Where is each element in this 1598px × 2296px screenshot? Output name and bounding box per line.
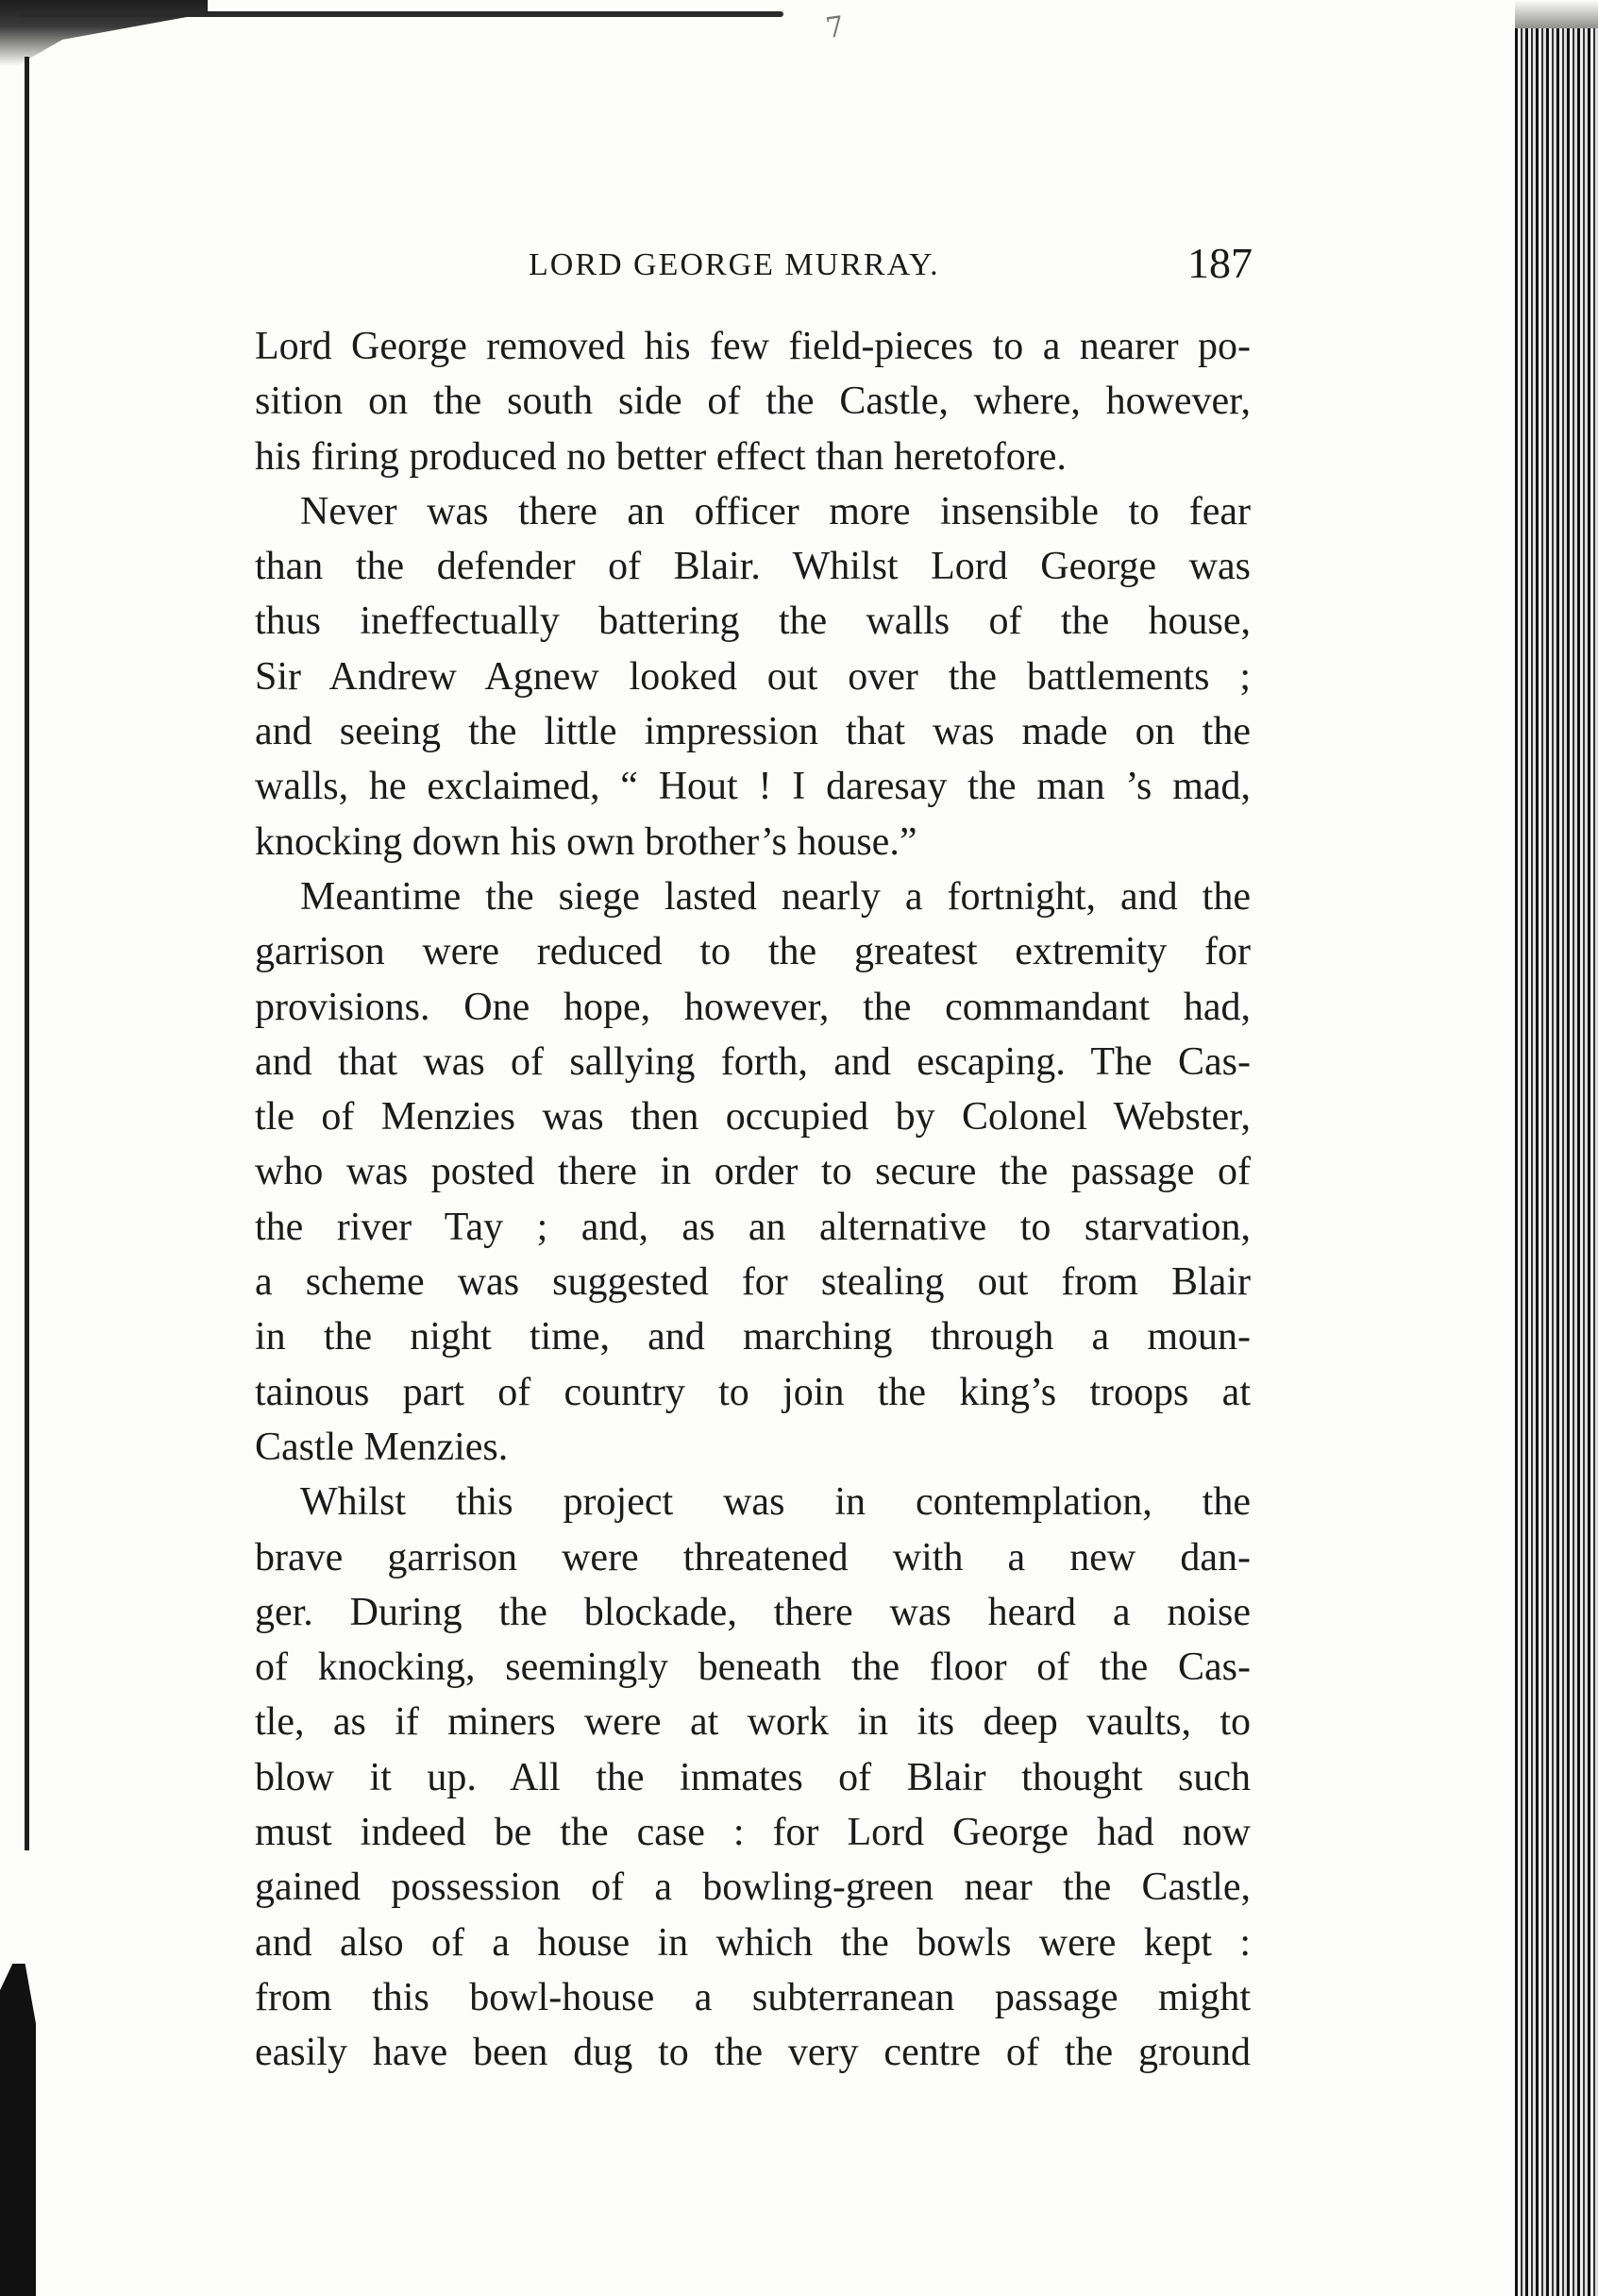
page-number: 187 xyxy=(1187,239,1253,287)
text-line: sition on the south side of the Castle, where, however, xyxy=(255,380,1251,424)
text-line: and also of a house in which the bowls were kept : xyxy=(255,1920,1251,1965)
right-page-stack xyxy=(1515,28,1598,2296)
left-page-edge xyxy=(25,57,29,1850)
text-line: Lord George removed his few field-pieces to a nearer po- xyxy=(255,325,1251,368)
text-line: brave garrison were threatened with a new dan- xyxy=(255,1535,1251,1579)
text-line: in the night time, and marching through a moun- xyxy=(255,1315,1251,1359)
text-line: from this bowl-house a subterranean passage might xyxy=(255,1975,1251,2019)
text-line: thus ineffectually battering the walls of the house, xyxy=(255,599,1251,644)
text-line: of knocking, seemingly beneath the floor of the Cas- xyxy=(255,1646,1251,1690)
pencil-mark: 7 xyxy=(823,9,847,46)
top-edge-rule xyxy=(19,11,783,17)
body-text xyxy=(255,319,1251,2081)
running-title: LORD GEORGE MURRAY. xyxy=(529,247,940,282)
text-line: easily have been dug to the very centre of the ground xyxy=(255,2031,1251,2075)
text-line: ger. During the blockade, there was heard a noise xyxy=(255,1590,1251,1634)
text-line: the river Tay ; and, as an alternative to starvation, xyxy=(255,1205,1251,1249)
text-line: and seeing the little impression that was made on the xyxy=(255,710,1251,754)
text-line: blow it up. All the inmates of Blair thought such xyxy=(255,1755,1251,1799)
text-line: gained possession of a bowling-green near the Castle, xyxy=(255,1866,1251,1910)
scan-shadow xyxy=(0,0,208,66)
text-line: tle, as if miners were at work in its deep vaults, to xyxy=(255,1700,1251,1745)
text-line: provisions. One hope, however, the commandant had, xyxy=(255,985,1251,1029)
text-line: Meantime the siege lasted nearly a fortnight, and the xyxy=(300,874,1251,919)
text-line: a scheme was suggested for stealing out from Blair xyxy=(255,1260,1251,1305)
text-line: his firing produced no better effect than heretofore. xyxy=(255,434,1067,479)
text-line: walls, he exclaimed, “ Hout ! I daresay the man ’s mad, xyxy=(255,765,1251,809)
text-line: garrison were reduced to the greatest extremity for xyxy=(255,930,1251,974)
text-line: tainous part of country to join the king’s troops at xyxy=(255,1370,1251,1414)
text-line: Sir Andrew Agnew looked out over the battlements ; xyxy=(255,654,1251,699)
text-line: than the defender of Blair. Whilst Lord George was xyxy=(255,545,1251,589)
text-line: knocking down his own brother’s house.” xyxy=(255,819,917,864)
text-line: who was posted there in order to secure the passage of xyxy=(255,1150,1251,1194)
text-line: Whilst this project was in contemplation, the xyxy=(300,1480,1251,1525)
text-line: must indeed be the case : for Lord George had now xyxy=(255,1811,1251,1855)
left-binding-shadow xyxy=(0,1964,36,2296)
text-line: Never was there an officer more insensible to fear xyxy=(300,489,1251,533)
text-line: Castle Menzies. xyxy=(255,1425,509,1469)
text-line: tle of Menzies was then occupied by Colonel Webster, xyxy=(255,1095,1251,1140)
text-line: and that was of sallying forth, and escaping. The Cas- xyxy=(255,1039,1251,1084)
